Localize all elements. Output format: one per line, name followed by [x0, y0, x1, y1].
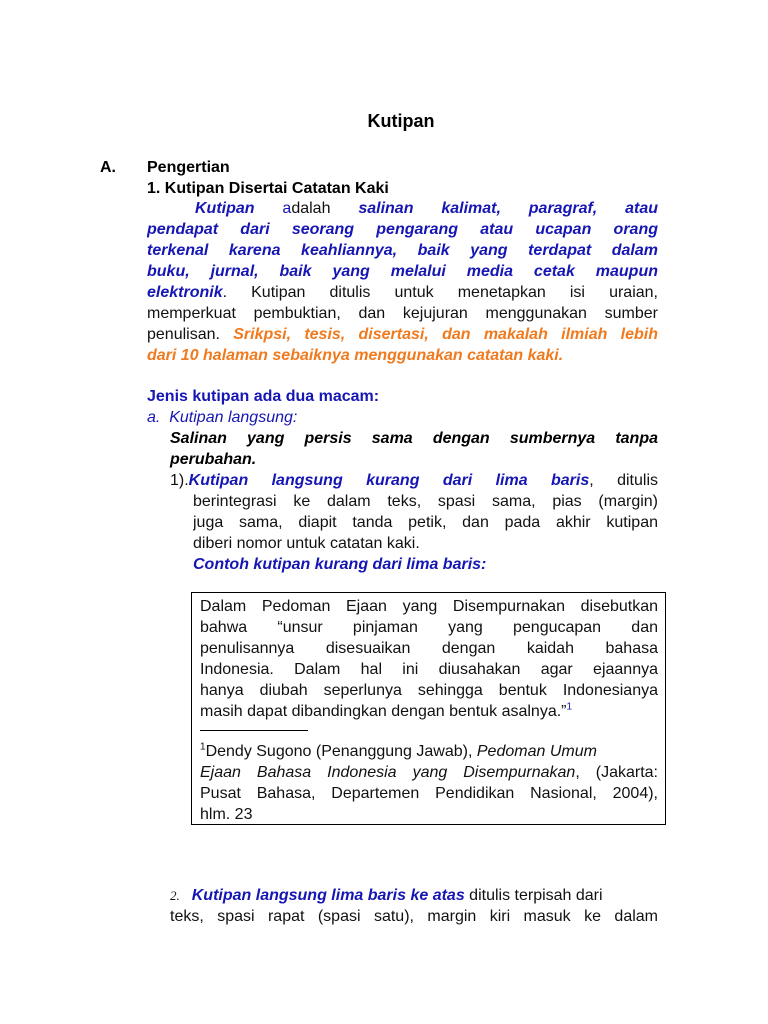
quote-line: Indonesia. Dalam hal ini diusahakan agar ejaannya [200, 661, 658, 678]
highlight-text: dari 10 halaman sebaiknya menggunakan catatan kaki. [147, 347, 564, 364]
item-title: Kutipan langsung kurang dari lima baris [188, 472, 590, 489]
footnote-marker: 1 [566, 701, 573, 713]
text: salinan kalimat, paragraf, atau [358, 200, 658, 217]
quote-line: masih dapat dibandingkan dengan bentuk asalnya.” [200, 703, 567, 720]
definition-line: Salinan yang persis sama dengan sumbernya tanpa [170, 430, 658, 447]
text-line: teks, spasi rapat (spasi satu), margin kiri masuk ke dalam [170, 908, 658, 925]
text: , ditulis [589, 472, 658, 489]
section-title: Pengertian [147, 159, 230, 176]
text-line: juga sama, diapit tanda petik, dan pada akhir kutipan [193, 514, 658, 531]
text: ditulis terpisah dari [464, 887, 603, 904]
types-heading: Jenis kutipan ada dua macam: [147, 388, 380, 405]
text: a [254, 200, 292, 217]
item-title: Kutipan langsung lima baris ke atas [191, 887, 465, 904]
term: Kutipan [195, 200, 255, 217]
highlight-text: Srikpsi, tesis, disertasi, dan makalah ilmiah lebih [233, 326, 658, 343]
quote-line: penulisannya disesuaikan dengan kaidah bahasa [200, 640, 658, 657]
text-line: diberi nomor untuk catatan kaki. [193, 535, 420, 552]
definition-line: perubahan. [170, 451, 257, 468]
quote-line: Dalam Pedoman Ejaan yang Disempurnakan disebutkan [200, 598, 658, 615]
text: dalah [291, 200, 359, 217]
text-line: buku, jurnal, baik yang melalui media cetak maupun [147, 263, 658, 280]
text-line: pendapat dari seorang pengarang atau ucapan orang [147, 221, 658, 238]
text: penulisan. [147, 326, 234, 343]
page-title: Kutipan [367, 111, 435, 131]
book-title: Ejaan Bahasa Indonesia yang Disempurnakan [200, 764, 576, 781]
subsection-heading: 1. Kutipan Disertai Catatan Kaki [147, 180, 389, 197]
book-title: Pedoman Umum [476, 743, 597, 760]
text-line: berintegrasi ke dalam teks, spasi sama, pias (margin) [193, 493, 658, 510]
quote-line: bahwa “unsur pinjaman yang pengucapan dan [200, 619, 658, 636]
text-line: hlm. 23 [200, 806, 253, 823]
type-a-label: a. Kutipan langsung: [147, 409, 298, 426]
text-line: terkenal karena keahliannya, baik yang terdapat dalam [147, 242, 658, 259]
text: , (Jakarta: [575, 764, 658, 781]
quote-line: hanya diubah seperlunya sehingga bentuk Indonesianya [200, 682, 658, 699]
item-number: 1). [170, 472, 189, 489]
item-number: 2. [170, 888, 180, 903]
text-line: Pusat Bahasa, Departemen Pendidikan Nasional, 2004), [200, 785, 658, 802]
example-heading: Contoh kutipan kurang dari lima baris: [193, 556, 487, 573]
text: elektronik [147, 284, 223, 301]
text: . Kutipan ditulis untuk menetapkan isi uraian, [222, 284, 658, 301]
section-letter: A. [100, 159, 116, 176]
footnote-number: 1 [200, 741, 206, 753]
footnote-separator [200, 730, 308, 731]
text: Dendy Sugono (Penanggung Jawab), [205, 743, 477, 760]
text-line: memperkuat pembuktian, dan kejujuran menggunakan sumber [147, 305, 658, 322]
